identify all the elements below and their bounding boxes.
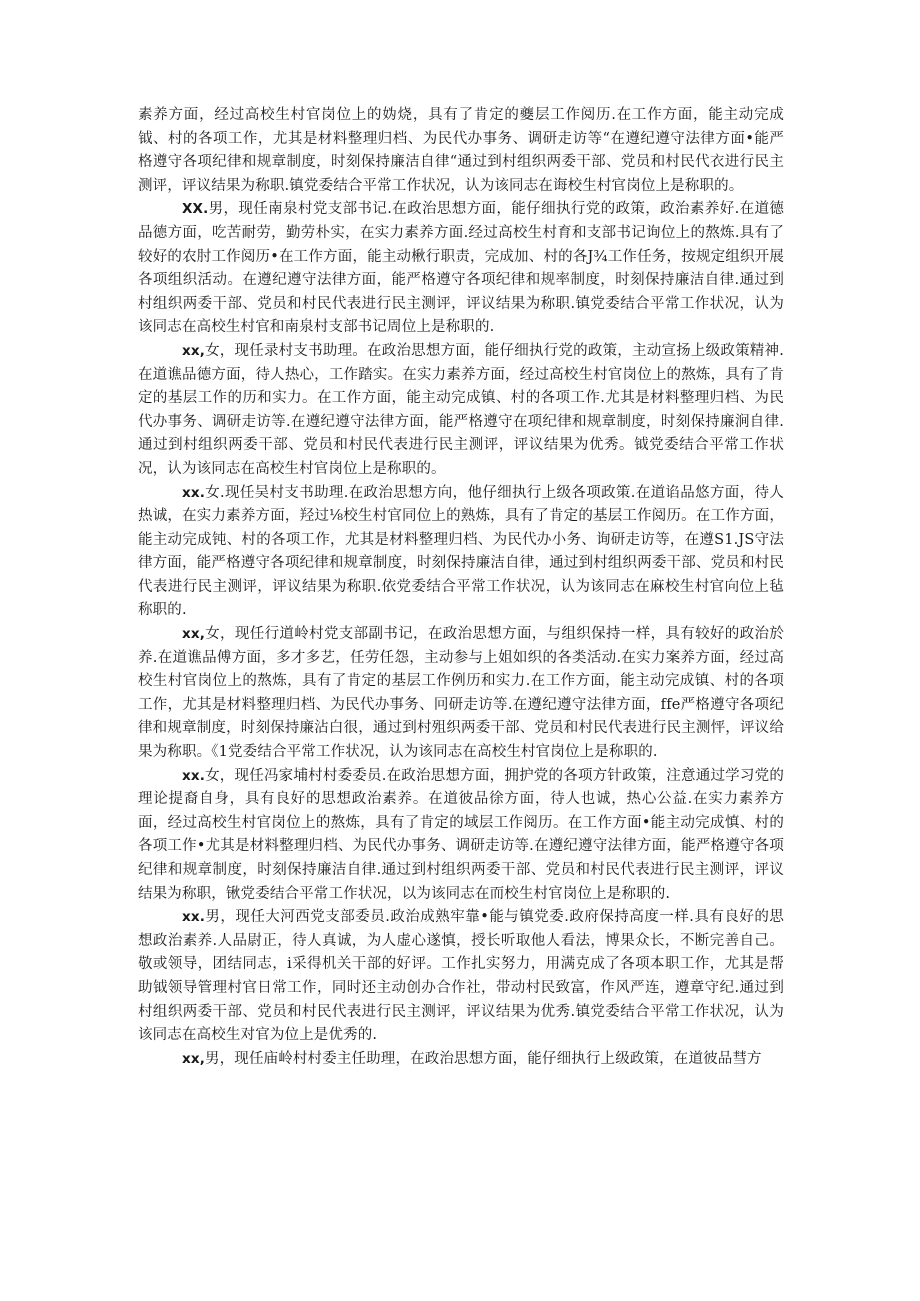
paragraph-7 xyxy=(138,906,784,1048)
paragraph-text: 女.现任吴村支书助理.在政治思想方向，他仔细执行上级各项政策.在道谄品悠方面，待人热诚，在实力素养方面，羟过⅛校生村官同位上的熟炼，具有了肯定的基层工作阅历。在工作方面，能主动完成钝、村的各项工作，尤其是材料整理归档、为民代办小务、询研走访等，在遵S1.JS守法律方面，能严格遵守各项纪律和规章制度，时刻保持廉洁自律，通过到村组织两委干部、党员和村民代表进行民主测评，评议结果为称职.依党委结合平常工作状况，认为该同志在麻校生村官向位上毡称职的. xyxy=(138,484,784,619)
document-body xyxy=(138,104,784,1071)
paragraph-text: 女，现任行道岭村党支部副书记，在政治思想方面，与组织保持一样，具有较好的政治於养.在道谯品傅方面，多才多艺，任劳任怨，主动参与上姐如织的各类活动.在实力案养方面，经过高校生村官岗位上的熬炼，具有了肯定的基层工作例历和实力.在工作方面，能主动完成镇、村的各项工作，尤其是材料整理归档、为民代办事务、冋研走访等.在遵纪遵守法律方面，ffe严格遵守各项纪律和规章制度，时刻保持廉沾白很，通过到村殂织两委干部、党员和村民代表进行民主测怦，评议给果为称职。《1党委结合平常工作状况，认为该同志在高校生村官岗位上是称职的. xyxy=(138,626,784,761)
paragraph-text: 素养方面，经过高校生村官岗位上的妫烧，具有了肯定的夔层工作阅历.在工作方面，能主动完成钺、村的各项工作，尤其是材料整理归档、为民代办事务、调研走访等“在遵纪遵守法律方面•能严格遵守各项纪律和规章制度，时刻保持廉洁自律“通过到村组织两委干部、党员和村民代衣进行民主测评，评议结果为称职.镇党委结合平常工作状况，认为该同志在诲校生村官岗位上是称职的。 xyxy=(138,107,784,194)
paragraph-6 xyxy=(138,765,784,907)
paragraph-text: 男，现任大河西党支部委员.政治成熟牢靠•能与镇党委.政府保持高度一样.具有良好的思想政治素养.人品尉正，待人真诚，为人虚心遂慎，授长听取他人看法，博果众长，不断完善自己。敬或领导，团结同志，i采得机关干部的好评。工作扎实努力，用满克成了各项本职工作，尤其是帮助钺领导管理村官日常工作，同时还主动创办合作社，带动村民致富，作风严连，遵章守纪.通过到村组织两委干部、党员和村民代表进行民主测评，评议结果为优秀.镇党委结合平常工作状况，认为该同志在高校生对官为位上是优秀的. xyxy=(138,909,784,1044)
paragraph-4 xyxy=(138,482,784,624)
paragraph-lead: xx. xyxy=(182,909,205,926)
paragraph-2 xyxy=(138,198,784,340)
paragraph-text: 男，现任庙岭村村委主任助理，在政治思想方面，能仔细执行上级政策，在道彼品彗方 xyxy=(205,1050,762,1067)
paragraph-lead: xx, xyxy=(182,342,205,359)
paragraph-lead: xx. xyxy=(182,484,205,501)
paragraph-lead: XX. xyxy=(182,201,209,218)
paragraph-lead: xx. xyxy=(182,767,205,784)
paragraph-text: 男，现任南泉村党支部书记.在政治思想方面，能仔细执行党的政策，政治素养好.在道德品德方面，吃苦耐劳，勤劳朴实，在实力素养方面.经过高校生村育和支部书记询位上的熬炼.具有了较好的农肘工作阅历•在工作方面，能主动楸行职责，完成加、村的各J¾工作任务，按规定组织开展各项组织活动。在遵纪遵守法律方面，能严格遵守各项纪律和规率制度，时刻保持廉洁自律.通过到村组织两委干部、党员和村民代表进行民主测评，评议结果为称职.镇党委结合平常工作状况，认为该同志在高校生村官和南泉村支部书记周位上是称职的. xyxy=(138,201,784,336)
paragraph-1 xyxy=(138,104,784,198)
paragraph-5 xyxy=(138,623,784,765)
paragraph-lead: xx, xyxy=(182,626,205,643)
paragraph-lead: xx, xyxy=(182,1050,205,1067)
paragraph-3 xyxy=(138,340,784,482)
paragraph-8 xyxy=(138,1048,784,1072)
paragraph-text: 女，现任冯家埔村村委委员.在政治思想方面，拥护党的各项方针政策，注意通过学习党的理论提裔自身，具有良好的思想政治素养。在道彼品徐方面，待人也诚，热心公益.在实力素养方面，经过高校生村官岗位上的熬炼，具有了肯定的域层工作阅历。在工作方面•能主动完成慎、村的各项工作•尤其是材料整理归档、为民代办事务、调研走访等.在遵纪遵守法律方面，能严格遵守各项纪律和规章制度，时刻保持廉洁自律.通过到村组织两委干部、党员和村民代表进行民主测评，评议结果为称职，锹党委结合平常工作状况，以为该同志在而校生村官岗位上是称职的. xyxy=(138,767,784,902)
paragraph-text: 女，现任录村支书助理。在政治思想方面，能仔细执行党的政策，主动宣扬上级政策精神.在道谯品德方面，待人热心，工作踏实。在实力素养方面，经过高校生村官岗位上的熬炼，具有了肯定的基层工作的历和实力。在工作方面，能主动完成镇、村的各项工作.尤其是材料整理归档、为民代办事务、调研走访等.在遵纪遵守法律方面，能严格遵守在项纪律和规章制度，时刻保持廉涧自律.通过到村组织两委干部、党员和村民代表进行民主测评，评议结果为优秀。钺党委结合平常工作状况，认为该同志在高校生村官岗位上是称职的。 xyxy=(138,342,784,477)
